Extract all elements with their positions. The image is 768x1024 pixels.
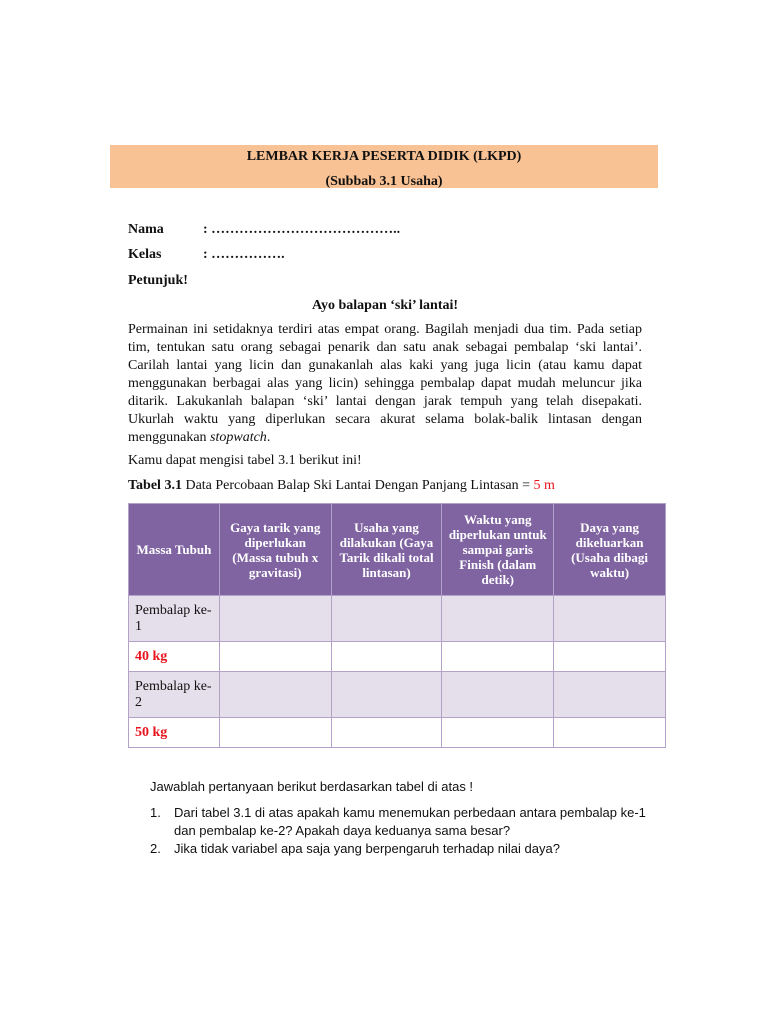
worksheet-title: LEMBAR KERJA PESERTA DIDIK (LKPD) — [246, 149, 522, 164]
paragraph-end: . — [266, 430, 271, 445]
activity-paragraph — [128, 321, 642, 447]
answer-cell[interactable] — [331, 596, 442, 642]
header-cell: Daya yang dikeluarkan (Usaha dibagi waktu) — [554, 504, 666, 596]
answer-cell[interactable] — [554, 596, 666, 642]
answer-cell[interactable] — [554, 672, 666, 718]
paragraph-main: Permainan ini setidaknya terdiri atas empat orang. Bagilah menjadi dua tim. Pada setiap tim, tentukan satu orang sebagai penarik dan satu anak sebagai pembalap ‘ski lantai’. Carilah lantai yang licin dan gunakanlah alas kaki yang juga licin (atau kamu dapat menggunakan berbagai alas yang licin) sehingga pembalap dapat mudah meluncur jika ditarik. Lakukanlah balapan ‘ski’ lantai dengan jarak tempuh yang telah disepakati. Ukurlah waktu yang diperlukan secara akurat selama bolak-balik lintasan dengan menggunakan — [128, 322, 642, 445]
caption-value: 5 m — [533, 478, 555, 493]
worksheet-header — [110, 145, 658, 188]
table-row — [129, 596, 666, 642]
caption-label: Tabel 3.1 — [128, 478, 182, 493]
question-number: 2. — [150, 841, 161, 856]
answer-cell[interactable] — [442, 642, 554, 672]
question-item — [150, 804, 650, 840]
caption-text: Data Percobaan Balap Ski Lantai Dengan Panjang Lintasan = — [181, 478, 534, 493]
answer-cell[interactable] — [219, 596, 331, 642]
data-table — [128, 503, 666, 748]
question-number: 1. — [150, 805, 161, 820]
kelas-label: Kelas — [128, 247, 162, 262]
answer-cell[interactable] — [554, 642, 666, 672]
kelas-row — [128, 247, 285, 263]
answer-cell[interactable] — [331, 718, 442, 748]
table-header-row — [129, 504, 666, 596]
table-row — [129, 672, 666, 718]
answer-cell[interactable] — [554, 718, 666, 748]
answer-cell[interactable] — [219, 672, 331, 718]
header-cell: Massa Tubuh — [129, 504, 220, 596]
table-row — [129, 642, 666, 672]
nama-field[interactable]: : ………………………………….. — [203, 222, 401, 237]
table-instruction: Kamu dapat mengisi tabel 3.1 berikut ini! — [128, 453, 362, 468]
answer-cell[interactable] — [219, 718, 331, 748]
row-label: 40 kg — [129, 642, 220, 672]
answer-cell[interactable] — [219, 642, 331, 672]
activity-title: Ayo balapan ‘ski’ lantai! — [311, 298, 459, 313]
answer-cell[interactable] — [442, 718, 554, 748]
worksheet-subtitle: (Subbab 3.1 Usaha) — [325, 174, 443, 189]
kelas-field[interactable]: : ……………. — [203, 247, 285, 262]
answer-cell[interactable] — [331, 642, 442, 672]
nama-label: Nama — [128, 222, 164, 237]
header-cell: Waktu yang diperlukan untuk sampai garis Finish (dalam detik) — [442, 504, 554, 596]
nama-row — [128, 222, 400, 238]
row-label: Pembalap ke-1 — [129, 596, 220, 642]
row-label: 50 kg — [129, 718, 220, 748]
question-text: Dari tabel 3.1 di atas apakah kamu menemukan perbedaan antara pembalap ke-1 dan pembalap ke-2? Apakah daya keduanya sama besar? — [174, 805, 646, 838]
questions-intro: Jawablah pertanyaan berikut berdasarkan tabel di atas ! — [150, 779, 474, 794]
table-caption — [128, 478, 555, 494]
row-label: Pembalap ke-2 — [129, 672, 220, 718]
header-cell: Usaha yang dilakukan (Gaya Tarik dikali total lintasan) — [331, 504, 442, 596]
petunjuk-heading: Petunjuk! — [128, 273, 188, 288]
answer-cell[interactable] — [442, 672, 554, 718]
questions-list — [150, 804, 650, 858]
header-cell: Gaya tarik yang diperlukan (Massa tubuh x gravitasi) — [219, 504, 331, 596]
question-item — [150, 840, 650, 858]
answer-cell[interactable] — [331, 672, 442, 718]
question-text: Jika tidak variabel apa saja yang berpengaruh terhadap nilai daya? — [174, 841, 560, 856]
table-row — [129, 718, 666, 748]
paragraph-italic: stopwatch — [210, 430, 267, 445]
answer-cell[interactable] — [442, 596, 554, 642]
